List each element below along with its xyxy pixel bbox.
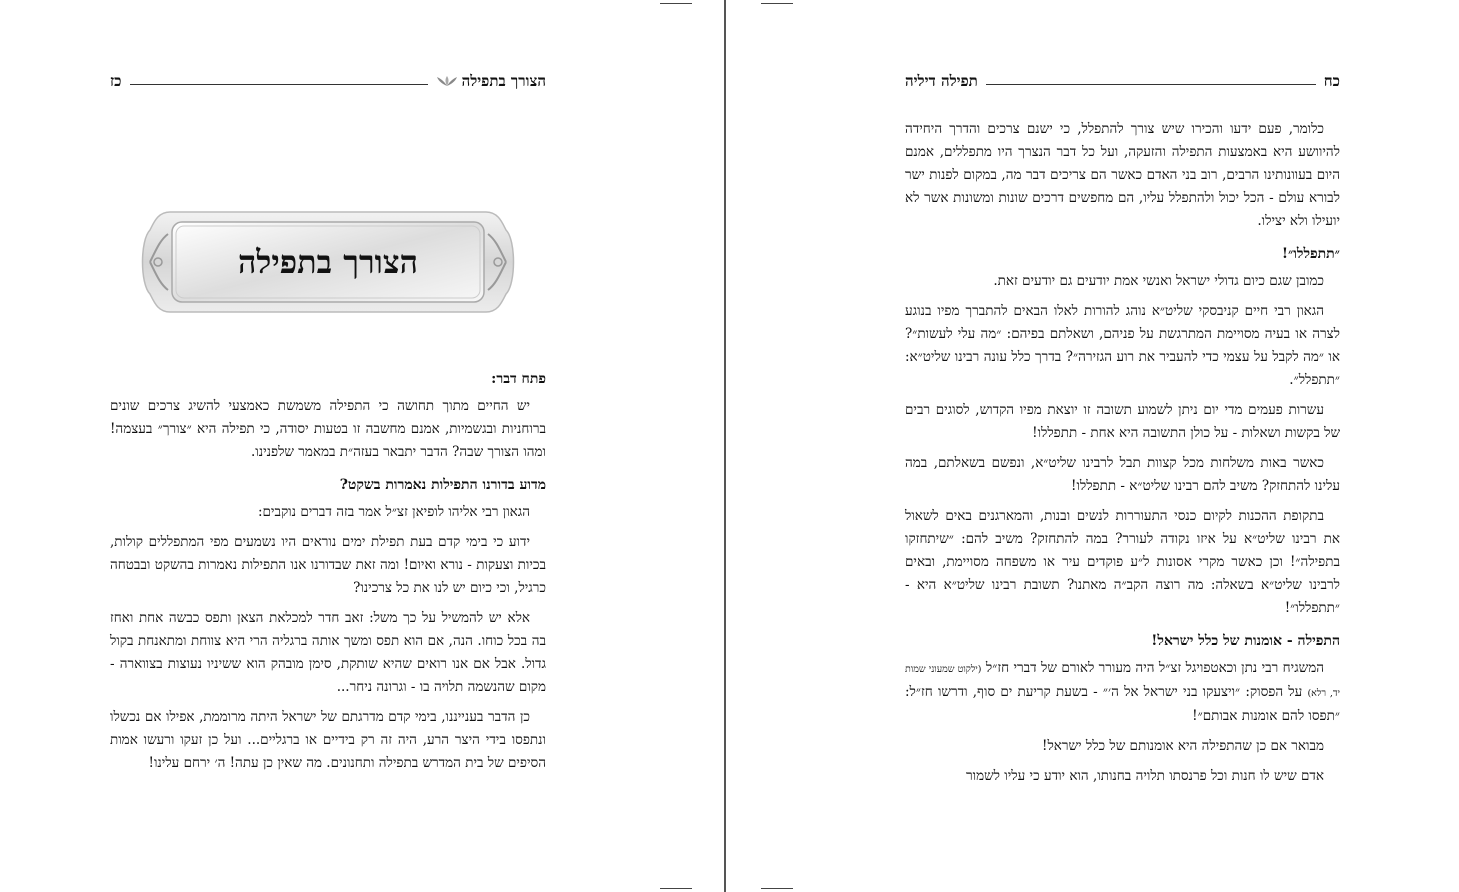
book-spine [724,0,726,892]
section-heading: מדוע בדורנו התפילות נאמרות בשקט? [339,477,546,493]
left-page [0,0,724,892]
paragraph: כלומר, פעם ידעו והכירו שיש צורך להתפלל, כי ישנם צרכים והדרך היחידה להיוושע היא באמצעות התפילה והזעקה, ועל כל דבר הנצרך היו מתפללים, אמנם היום בעוונותינו הרבים, רוב בני האדם כאשר הם צריכים דבר מה, במקום לפנות ישר לבורא עולם - הכל יכול ולהתפלל עליו, הם מחפשים דרכים שונות ומשונות אשר לא יועילו ולא יצילו. [905,121,1340,229]
right-page [729,0,1459,892]
paragraph: ידוע כי בימי קדם בעת תפילת ימים נוראים היו נשמעים מפי המתפללים קולות, בכיות וצעקות - נורא ואיום! ומה זאת שבדורנו אנו התפילות נאמרות בהשקט ובבטחה כרגיל, וכי כיום יש לנו את כל צרכינו? [110,534,546,596]
page-number: כז [110,72,122,90]
crop-mark [660,3,692,4]
running-header [905,72,1340,91]
paragraph: מבואר אם כן שהתפילה היא אומנותם של כלל ישראל! [1042,738,1324,754]
paragraph-text: המשגיח רבי נתן וכאטפויגל זצ״ל היה מעורר לאורם של דברי חז״ל [985,660,1324,676]
header-title: הצורך בתפילה [461,72,546,90]
running-header [110,72,546,91]
ornament-icon [436,73,458,91]
paragraph: בתקופת ההכנות לקיום כנסי התעוררות לנשים ובנות, והמארגנים באים לשאול את רבינו שליט״א על איזו נקודה לעורר? במה להתחזק? משיב להם: ״שיתחזקו בתפילה״! וכן כאשר מקרי אסונות ל״ע פוקדים עיר או משפחה מסויימת, ובאים לרבינו שליט״א בשאלה: מה רוצה הקב״ה מאתנו? תשובת רבינו שליט״א היא - ״תתפללו״! [905,508,1340,616]
crop-mark [660,888,692,889]
paragraph: כמובן שגם כיום גדולי ישראל ואנשי אמת יודעים גם יודעים זאת. [993,273,1324,289]
chapter-title-frame [140,210,516,314]
paragraph: יש החיים מתוך תחושה כי התפילה משמשת כאמצעי להשיג צרכים שונים ברוחניות ובגשמיות, אמנם מחשבה זו בטעות יסודה, כי תפילה היא ״צורך״ בעצמה! ומהו הצורך שבה? הדבר יתבאר בעזה״ת במאמר שלפנינו. [110,398,546,460]
paragraph: הגאון רבי אליהו לופיאן זצ״ל אמר בזה דברים נוקבים: [257,504,530,520]
chapter-title: הצורך בתפילה [237,243,419,281]
section-heading: התפילה - אומנות של כלל ישראל! [1151,633,1340,649]
right-body-text [905,118,1340,795]
section-heading: ״תתפללו״! [1281,246,1340,262]
paragraph: עשרות פעמים מדי יום ניתן לשמוע תשובה זו יוצאת מפיו הקדוש, לסוגים רבים של בקשות ושאלות - על כולן התשובה היא אחת - תתפללו! [905,402,1340,441]
crop-mark [761,888,793,889]
paragraph [905,657,1340,728]
header-title: תפילה דיליה [905,72,978,90]
paragraph: אדם שיש לו חנות וכל פרנסתו תלויה בחנותו, הוא יודע כי עליו לשמור [966,768,1324,784]
crop-mark [761,3,793,4]
paragraph: אלא יש להמשיל על כך משל: זאב חדר למכלאת הצאן ותפס כבשה אחת ואחז בה בכל כוחו. הנה, אם הוא תפס ומשך אותה ברגליה הרי היא צווחת ומתאנחת בקול גדול. אבל אם אנו רואים שהיא שותקת, סימן מובהק הוא ששיניו נעוצות בצווארה - מקום שהנשמה תלויה בו - וגרונה ניחר... [110,610,546,695]
paragraph: הגאון רבי חיים קניבסקי שליט״א נוהג להורות לאלו הבאים להתברך מפיו בנוגע לצרה או בעיה מסויימת המתרגשת על פניהם, ושאלתם בפיהם: ״מה עלי לעשות״? או ״מה לקבל על עצמי כדי להעביר את רוע הגזירה״? בדרך כלל עונה רבינו שליט״א: ״תתפלל״. [905,303,1340,388]
page-number: כח [1323,72,1340,90]
left-body-text [110,358,546,782]
section-heading: פתח דבר: [491,371,546,387]
paragraph: כאשר באות משלחות מכל קצוות תבל לרבינו שליט״א, ונפשם בשאלתם, במה עלינו להתחזק? משיב להם רבינו שליט״א - תתפללו! [905,455,1340,494]
paragraph-text: על הפסוק: ״ויצעקו בני ישראל אל ה׳״ - בשעת קריעת ים סוף, ודרשו חז״ל: ״תפסו להם אומנות אבותם״! [905,684,1340,724]
paragraph: כן הדבר בענייננו, בימי קדם מדרגתם של ישראל היתה מרוממת, אפילו אם נכשלו ונתפסו בידי היצר הרע, היה זה רק בידיים או ברגליים... ועל כן זעקו ורעשו אמות הסיפים של בית המדרש בתפילה ותחנונים. מה שאין כן עתה! ה׳ ירחם עלינו! [110,709,546,771]
source-citation: (ילקוט שמעוני שמות יד, רלא) [905,664,1340,699]
